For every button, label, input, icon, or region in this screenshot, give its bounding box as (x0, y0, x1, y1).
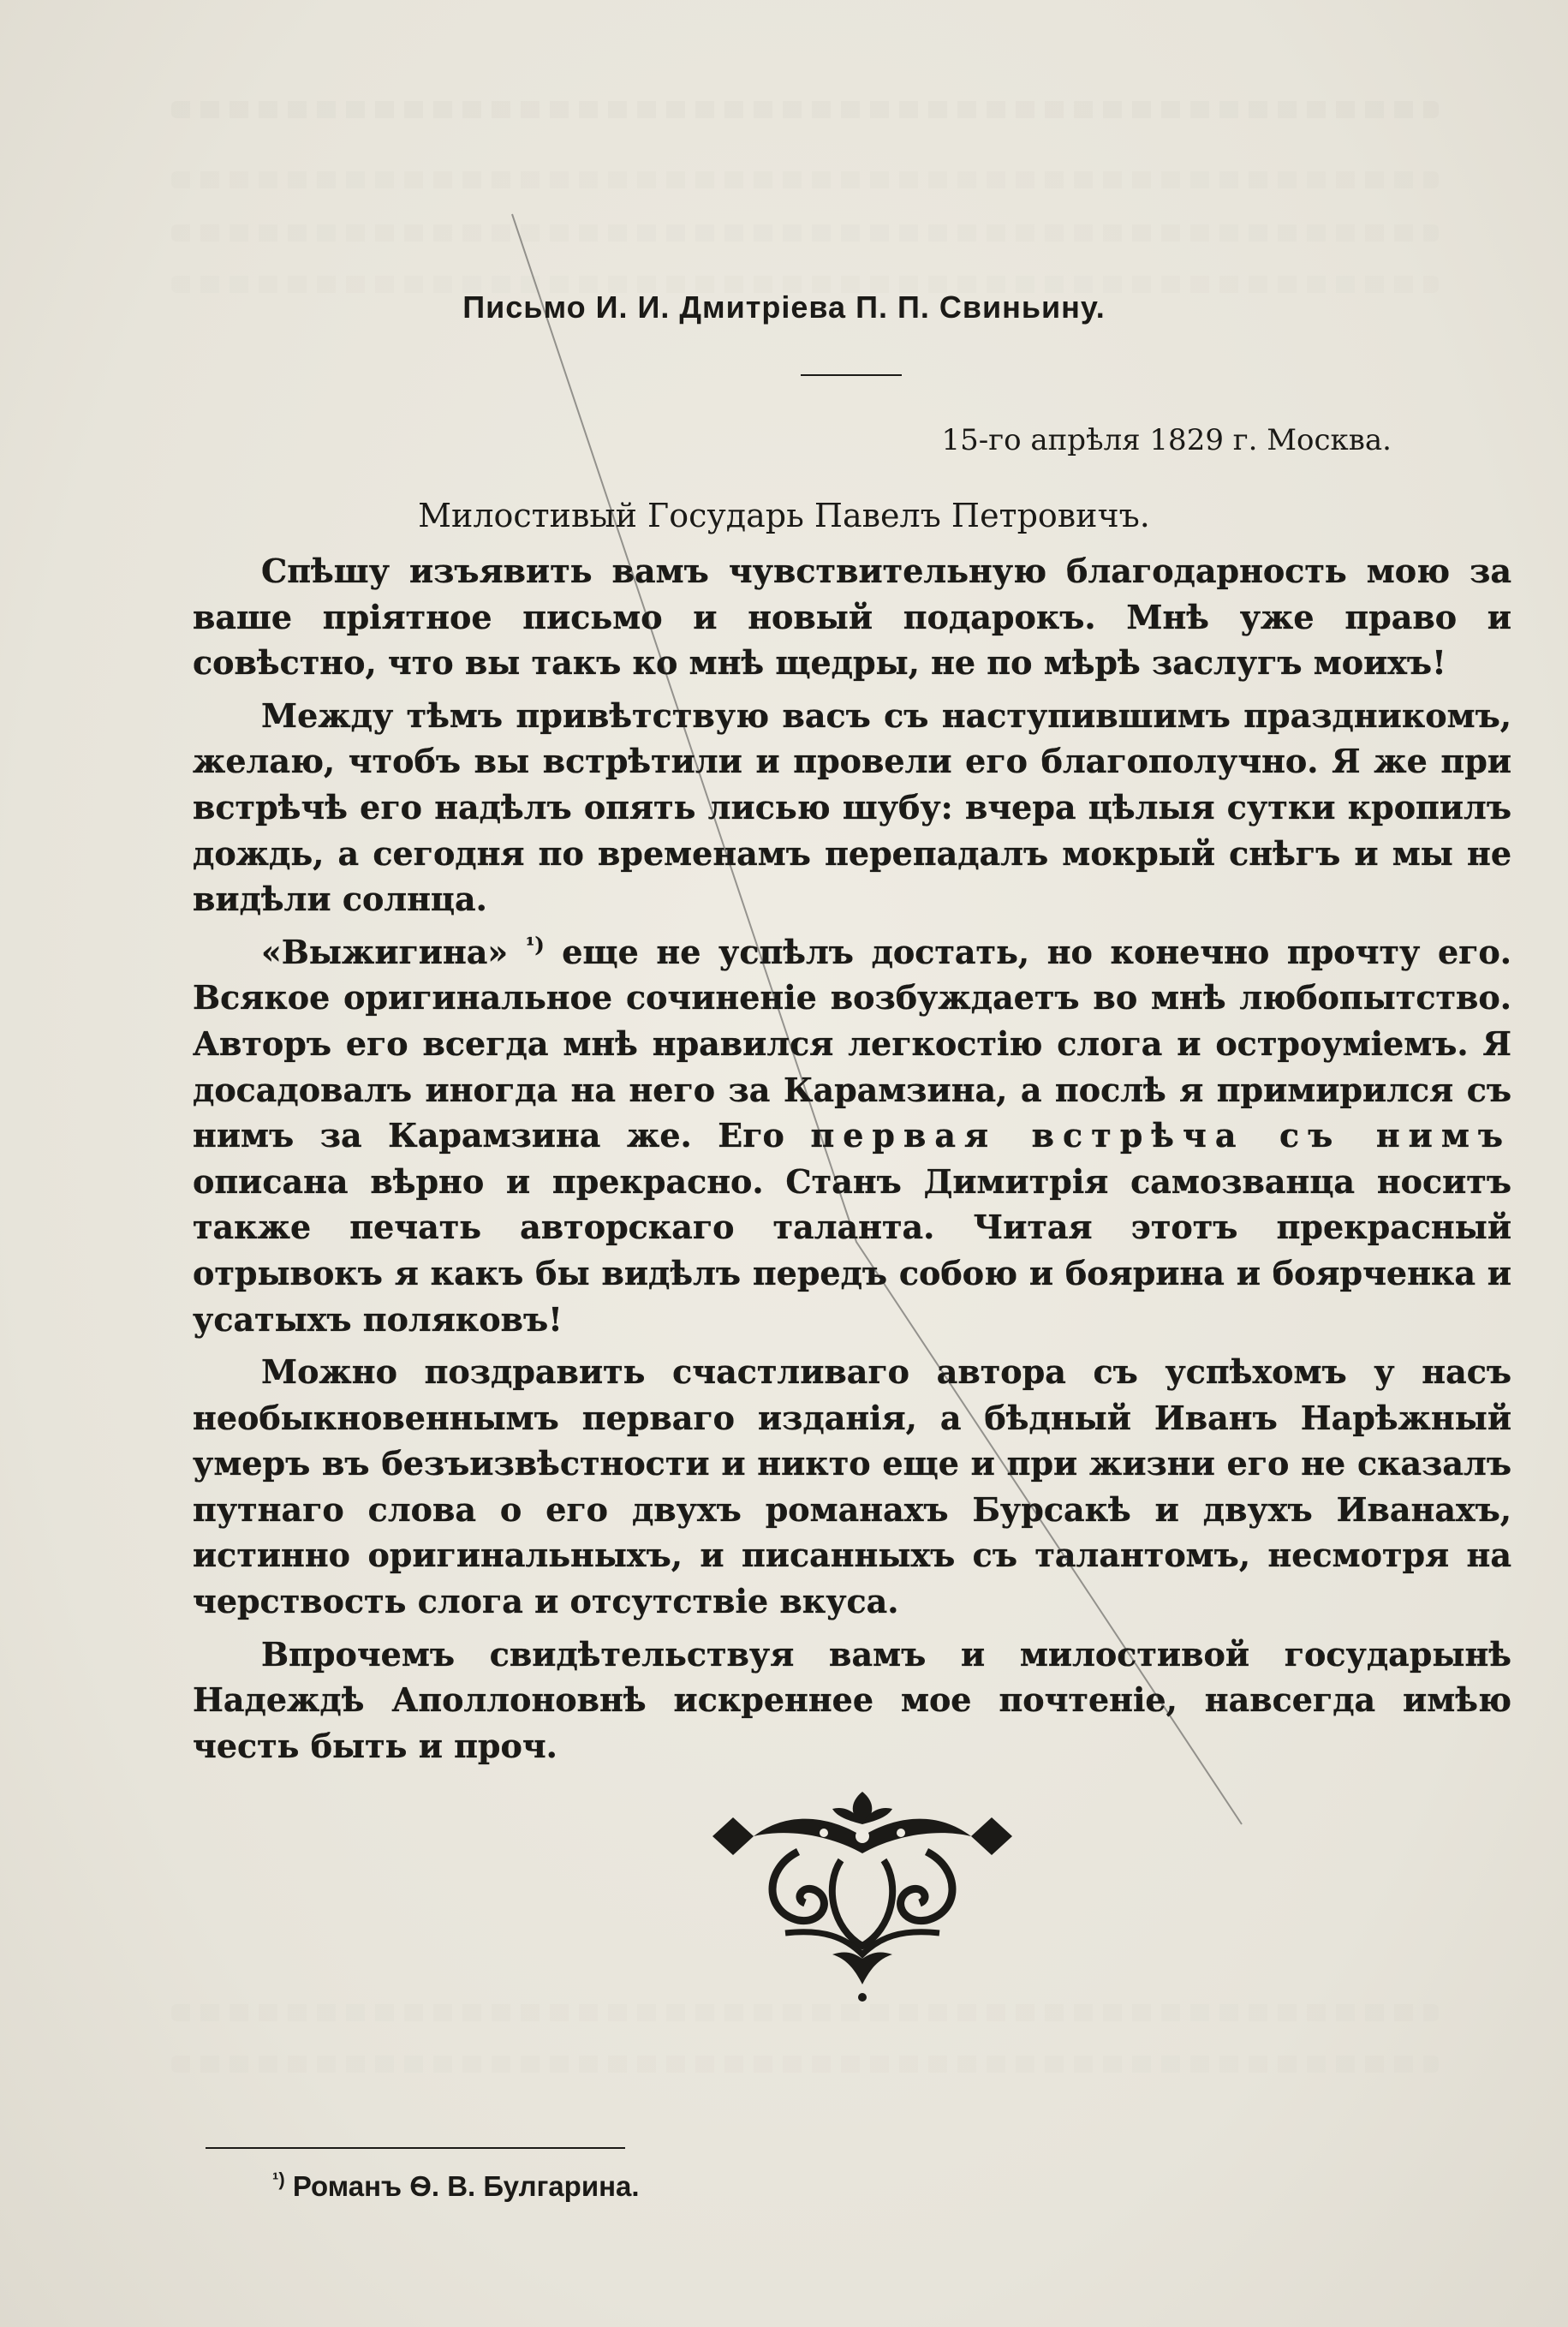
bleed-through-line (171, 224, 1439, 242)
letter-date: 15-го апрѣля 1829 г. Москва. (941, 423, 1392, 457)
paragraph-2: Между тѣмъ привѣтствую васъ съ наступившимъ праздникомъ, желаю, чтобъ вы встрѣтили и провели его благополучно. Я же при встрѣчѣ его надѣлъ опять лисью шубу: вчера цѣлыя сутки кропилъ дождь, а сегодня по временамъ перепадалъ мокрый снѣгъ и мы не видѣли солнца. (193, 695, 1511, 919)
paragraph-4: Можно поздравить счастливаго автора съ успѣхомъ у насъ необыкновеннымъ перваго изданія, а бѣдный Иванъ Нарѣжный умеръ въ безъизвѣстности и никто еще и при жизни его не сказалъ путнаго слова о его двухъ романахъ Бурсакѣ и двухъ Иванахъ, истинно оригинальныхъ, и писанныхъ съ талантомъ, несмотря на черствость слога и отсутствіе вкуса. (193, 1352, 1511, 1621)
footnote-marker: ¹) (272, 2169, 285, 2190)
footnote (272, 2169, 640, 2203)
title-divider (801, 374, 902, 376)
bleed-through-line (171, 2004, 1439, 2021)
paragraph-5: Впрочемъ свидѣтельствуя вамъ и милостивой государынѣ Надеждѣ Аполлоновнѣ искреннее мое почтеніе, навсегда имѣю честь быть и проч. (193, 1634, 1511, 1765)
paragraph-1: Спѣшу изъявить вамъ чувствительную благодарность мою за ваше пріятное письмо и новый подарокъ. Мнѣ уже право и совѣстно, что вы такъ ко мнѣ щедры, не по мѣрѣ заслугъ моихъ! (193, 552, 1511, 683)
paragraph-3-text-b: описана вѣрно и прекрасно. Станъ Димитрія самозванца носитъ также печать авторскаго таланта. Читая этотъ прекрасный отрывокъ я какъ бы видѣлъ передъ собою и боярина и боярченка и усатыхъ поляковъ! (193, 1161, 1511, 1339)
paragraph-3 (193, 929, 1511, 1342)
letter-body (193, 548, 1511, 1775)
bleed-through-line (171, 171, 1439, 188)
bleed-through-line (171, 101, 1439, 118)
footnote-text: Романъ Ѳ. В. Булгарина. (284, 2170, 640, 2202)
footnote-reference: ¹) (525, 932, 545, 958)
footnote-divider (206, 2147, 625, 2149)
decorative-vignette-icon (704, 1783, 1021, 2006)
emphasized-phrase: первая встрѣча съ нимъ (810, 1116, 1512, 1155)
letter-title: Письмо И. И. Дмитріева П. П. Свиньину. (462, 289, 1106, 325)
paragraph-3-text-a: еще не успѣлъ достать, но конечно прочту его. Всякое оригинальное сочиненіе возбуждаетъ во мнѣ любопытство. Авторъ его всегда мнѣ нравился легкостію слога и остроуміемъ. Я досадовалъ иногда на него за Карамзина, а послѣ я примирился съ нимъ за Карамзина же. Его (193, 932, 1511, 1155)
bleed-through-line (171, 2056, 1439, 2073)
book-title: «Выжигина» (261, 932, 509, 971)
salutation: Милостивый Государь Павелъ Петровичъ. (418, 497, 1150, 534)
